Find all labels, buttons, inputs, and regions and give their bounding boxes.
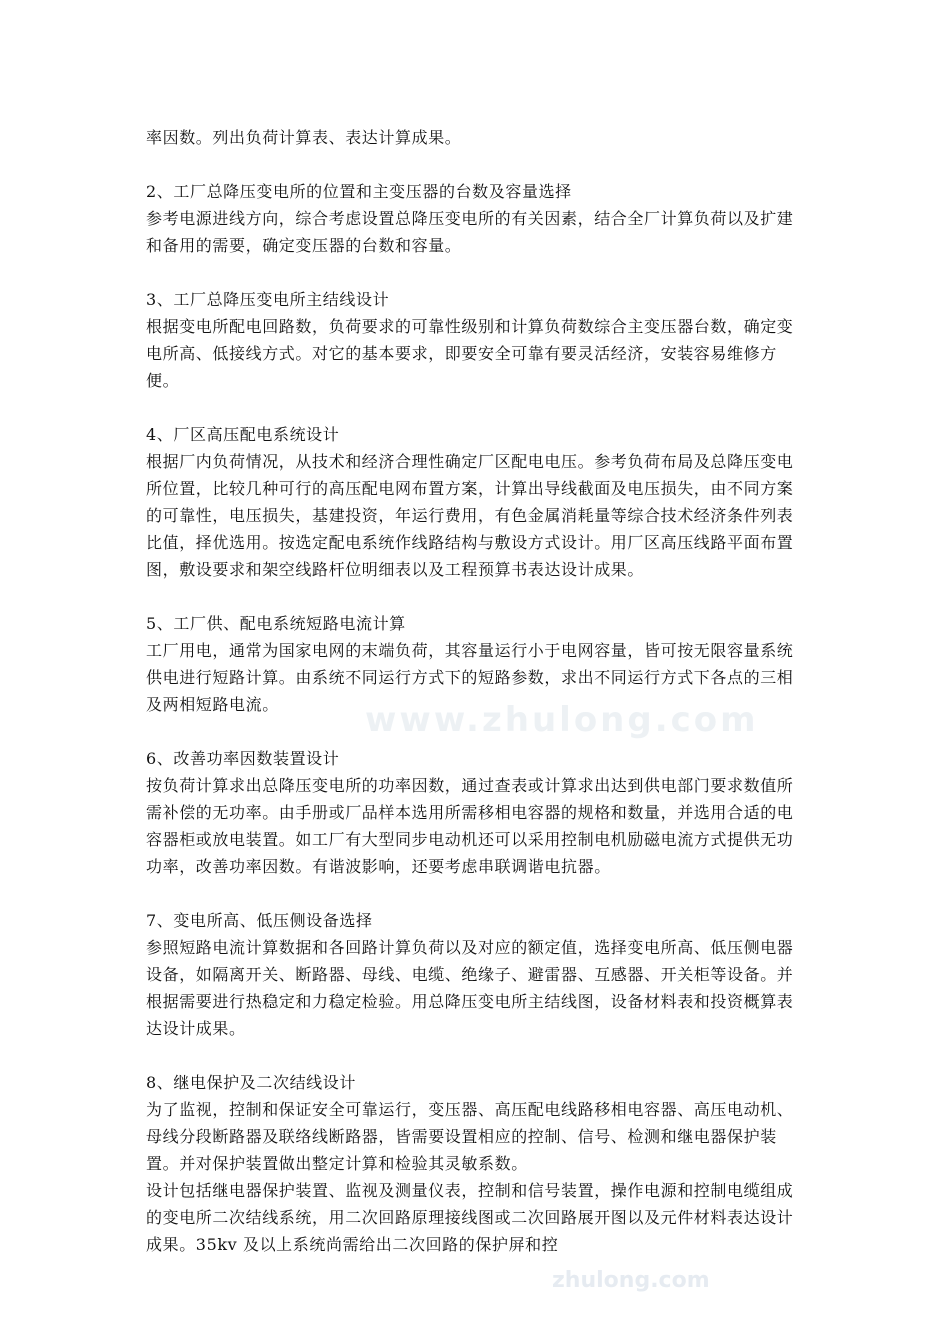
section-paragraph: 为了监视，控制和保证安全可靠运行，变压器、高压配电线路移相电容器、高压电动机、母线分段断路器及联络线断路器，皆需要设置相应的控制、信号、检测和继电器保护装置。并对保护装置做出整定计算和检验其灵敏系数。	[146, 1100, 794, 1173]
document-page	[146, 124, 806, 1258]
section-5	[146, 610, 806, 718]
section-paragraph: 根据厂内负荷情况，从技术和经济合理性确定厂区配电电压。参考负荷布局及总降压变电所位置，比较几种可行的高压配电网布置方案，计算出导线截面及电压损失，由不同方案的可靠性，电压损失，基建投资，年运行费用，有色金属消耗量等综合技术经济条件列表比值，择优选用。按选定配电系统作线路结构与敷设方式设计。用厂区高压线路平面布置图，敷设要求和架空线路杆位明细表以及工程预算书表达设计成果。	[146, 452, 794, 579]
lead-paragraph: 率因数。列出负荷计算表、表达计算成果。	[146, 128, 462, 147]
watermark-center: www.zhulong.com	[365, 700, 759, 740]
section-paragraph: 按负荷计算求出总降压变电所的功率因数，通过查表或计算求出达到供电部门要求数值所需补偿的无功率。由手册或厂品样本选用所需移相电容器的规格和数量，并选用合适的电容器柜或放电装置。如工厂有大型同步电动机还可以采用控制电机励磁电流方式提供无功功率，改善功率因数。有谐波影响，还要考虑串联调谐电抗器。	[146, 776, 794, 876]
section-7	[146, 907, 806, 1042]
section-6	[146, 745, 806, 880]
section-paragraph: 参照短路电流计算数据和各回路计算负荷以及对应的额定值，选择变电所高、低压侧电器设备，如隔离开关、断路器、母线、电缆、绝缘子、避雷器、互感器、开关柜等设备。并根据需要进行热稳定和力稳定检验。用总降压变电所主结线图，设备材料表和投资概算表达设计成果。	[146, 938, 794, 1038]
section-3	[146, 286, 806, 394]
section-paragraph: 设计包括继电器保护装置、监视及测量仪表，控制和信号装置，操作电源和控制电缆组成的变电所二次结线系统，用二次回路原理接线图或二次回路展开图以及元件材料表达设计成果。35kv 及以上系统尚需给出二次回路的保护屏和控	[146, 1181, 794, 1254]
section-8	[146, 1069, 806, 1258]
section-2	[146, 178, 806, 259]
section-heading: 2、工厂总降压变电所的位置和主变压器的台数及容量选择	[146, 182, 572, 201]
section-paragraph: 根据变电所配电回路数，负荷要求的可靠性级别和计算负荷数综合主变压器台数，确定变电所高、低接线方式。对它的基本要求，即要安全可靠有要灵活经济，安装容易维修方便。	[146, 317, 794, 390]
section-paragraph: 工厂用电，通常为国家电网的末端负荷，其容量运行小于电网容量，皆可按无限容量系统供电进行短路计算。由系统不同运行方式下的短路参数，求出不同运行方式下各点的三相及两相短路电流。	[146, 641, 794, 714]
watermark-bottom: zhulong.com	[552, 1268, 710, 1293]
section-heading: 4、厂区高压配电系统设计	[146, 425, 340, 444]
section-heading: 3、工厂总降压变电所主结线设计	[146, 290, 390, 309]
section-heading: 7、变电所高、低压侧设备选择	[146, 911, 373, 930]
section-heading: 8、继电保护及二次结线设计	[146, 1073, 356, 1092]
section-heading: 5、工厂供、配电系统短路电流计算	[146, 614, 406, 633]
section-heading: 6、改善功率因数装置设计	[146, 749, 340, 768]
section-4	[146, 421, 806, 583]
section-paragraph: 参考电源进线方向，综合考虑设置总降压变电所的有关因素，结合全厂计算负荷以及扩建和备用的需要，确定变压器的台数和容量。	[146, 209, 794, 255]
